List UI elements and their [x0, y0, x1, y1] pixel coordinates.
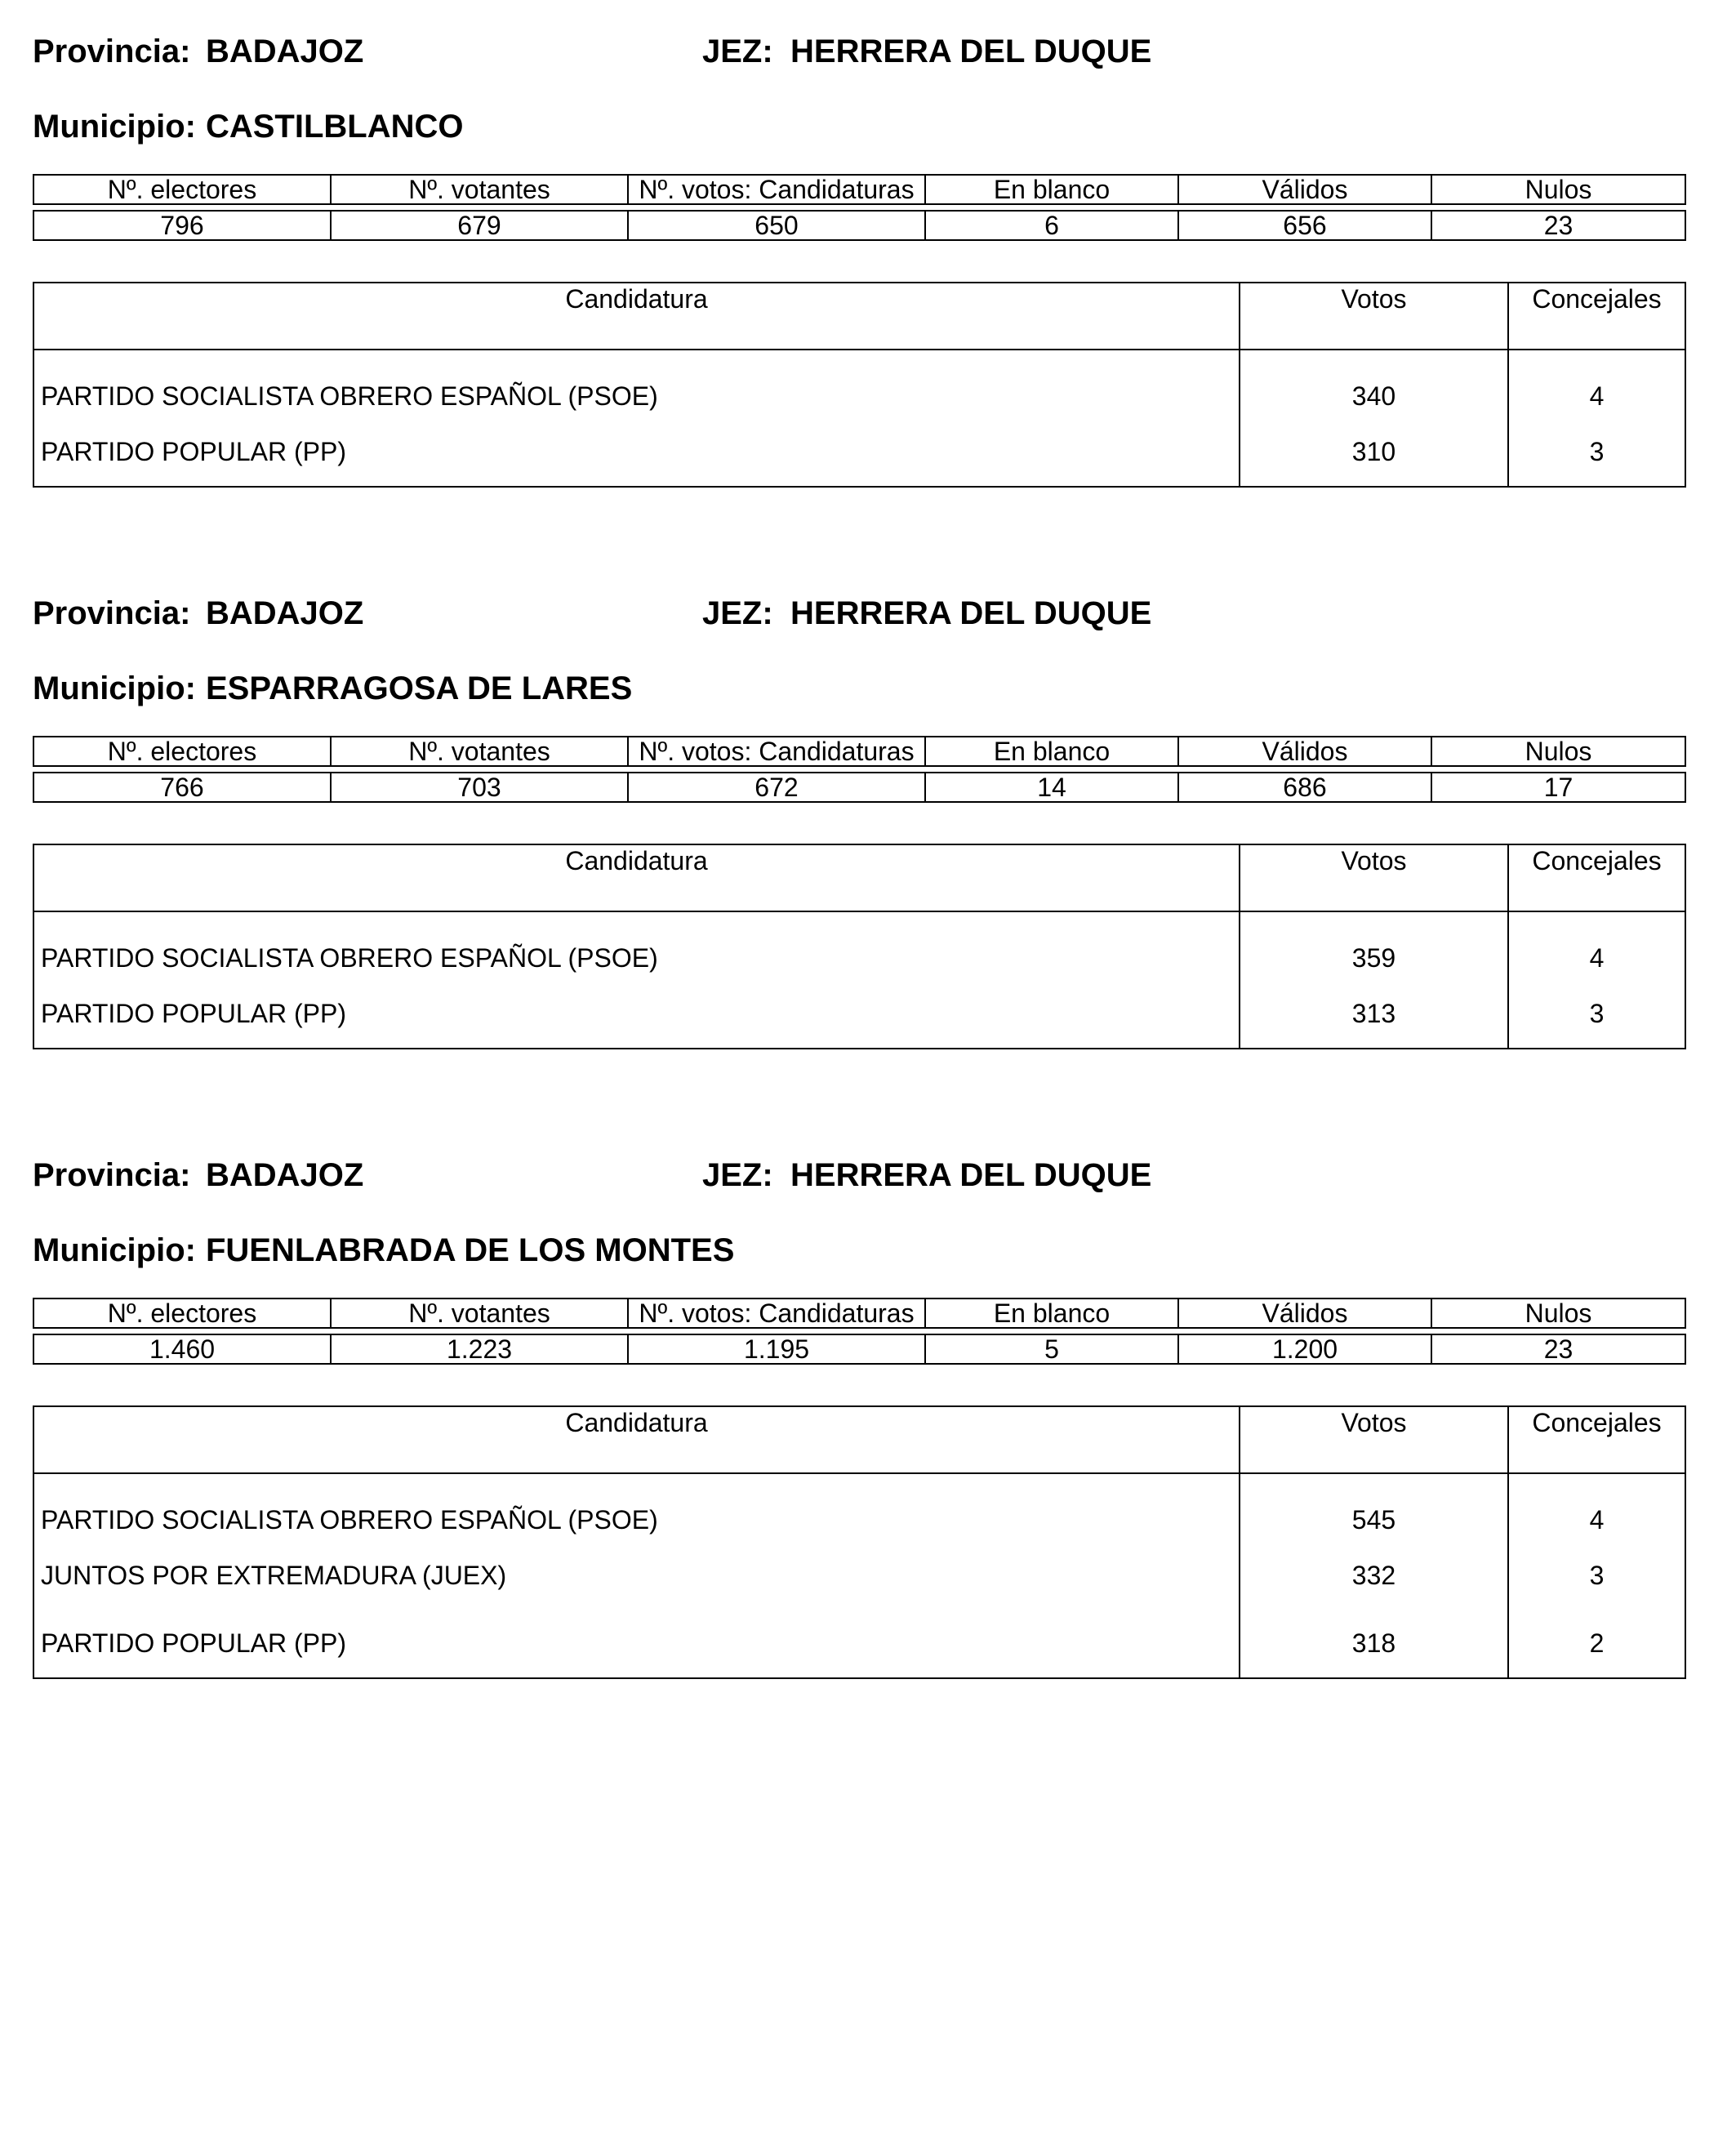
summary-values-row [33, 1334, 1685, 1364]
header-line [33, 1155, 1685, 1196]
candidatura-votos: 545 [1240, 1473, 1508, 1542]
header-electores: Nº. electores [33, 1298, 331, 1328]
candidatura-name: PARTIDO SOCIALISTA OBRERO ESPAÑOL (PSOE) [33, 1473, 1240, 1542]
header-concejales: Concejales [1508, 1406, 1685, 1473]
value-nulos: 17 [1431, 773, 1685, 802]
value-votos-candidaturas: 1.195 [628, 1334, 925, 1364]
candidatura-votos: 318 [1240, 1610, 1508, 1678]
jez-label: JEZ: [702, 33, 773, 69]
candidatura-votos: 310 [1240, 418, 1508, 487]
value-en-blanco: 14 [925, 773, 1178, 802]
header-candidatura: Candidatura [33, 1406, 1240, 1473]
value-electores: 1.460 [33, 1334, 331, 1364]
summary-table [33, 1298, 1686, 1365]
summary-header-row [33, 737, 1685, 766]
candidatura-concejales: 4 [1508, 350, 1685, 418]
value-nulos: 23 [1431, 211, 1685, 240]
value-votos-candidaturas: 672 [628, 773, 925, 802]
provincia-label: Provincia: [33, 1157, 191, 1193]
header-electores: Nº. electores [33, 175, 331, 204]
header-votantes: Nº. votantes [331, 1298, 628, 1328]
summary-table [33, 174, 1686, 241]
value-validos: 656 [1178, 211, 1431, 240]
header-nulos: Nulos [1431, 1298, 1685, 1328]
header-concejales: Concejales [1508, 283, 1685, 350]
value-votantes: 1.223 [331, 1334, 628, 1364]
header-validos: Válidos [1178, 1298, 1431, 1328]
jez-value: HERRERA DEL DUQUE [790, 595, 1152, 631]
header-validos: Válidos [1178, 175, 1431, 204]
jez-value: HERRERA DEL DUQUE [790, 1157, 1152, 1193]
header-votantes: Nº. votantes [331, 737, 628, 766]
candidaturas-table [33, 1405, 1686, 1679]
summary-spacer [33, 766, 1685, 773]
header-votos: Votos [1240, 844, 1508, 911]
summary-header-row [33, 175, 1685, 204]
jez-label: JEZ: [702, 595, 773, 631]
candidatura-name: PARTIDO POPULAR (PP) [33, 980, 1240, 1049]
provincia-value: BADAJOZ [206, 595, 364, 631]
jez-value: HERRERA DEL DUQUE [790, 33, 1152, 69]
summary-table [33, 736, 1686, 803]
table-row [33, 418, 1685, 487]
header-en-blanco: En blanco [925, 737, 1178, 766]
header-nulos: Nulos [1431, 737, 1685, 766]
header-en-blanco: En blanco [925, 1298, 1178, 1328]
candidatura-concejales: 2 [1508, 1610, 1685, 1678]
summary-header-row [33, 1298, 1685, 1328]
table-row [33, 1542, 1685, 1610]
summary-values-row [33, 773, 1685, 802]
header-candidatura: Candidatura [33, 283, 1240, 350]
provincia-value: BADAJOZ [206, 1157, 364, 1193]
header-line [33, 31, 1685, 72]
header-line [33, 593, 1685, 634]
value-votos-candidaturas: 650 [628, 211, 925, 240]
candidatura-name: PARTIDO POPULAR (PP) [33, 418, 1240, 487]
jez-label: JEZ: [702, 1157, 773, 1193]
provincia-label: Provincia: [33, 595, 191, 631]
candidatura-votos: 359 [1240, 911, 1508, 980]
value-nulos: 23 [1431, 1334, 1685, 1364]
summary-values-row [33, 211, 1685, 240]
candidatura-votos: 332 [1240, 1542, 1508, 1610]
table-row [33, 1610, 1685, 1678]
candidatura-votos: 340 [1240, 350, 1508, 418]
municipio-value: FUENLABRADA DE LOS MONTES [205, 1232, 735, 1268]
value-validos: 1.200 [1178, 1334, 1431, 1364]
candidatura-concejales: 3 [1508, 418, 1685, 487]
table-row [33, 1473, 1685, 1542]
header-votantes: Nº. votantes [331, 175, 628, 204]
candidatura-concejales: 4 [1508, 1473, 1685, 1542]
header-nulos: Nulos [1431, 175, 1685, 204]
value-electores: 796 [33, 211, 331, 240]
municipio-label: Municipio: [33, 1232, 196, 1268]
header-candidatura: Candidatura [33, 844, 1240, 911]
candidatura-name: JUNTOS POR EXTREMADURA (JUEX) [33, 1542, 1240, 1610]
value-validos: 686 [1178, 773, 1431, 802]
provincia-label: Provincia: [33, 33, 191, 69]
municipio-value: CASTILBLANCO [205, 109, 464, 145]
value-votantes: 679 [331, 211, 628, 240]
provincia-value: BADAJOZ [206, 33, 364, 69]
header-votos-candidaturas: Nº. votos: Candidaturas [628, 737, 925, 766]
candidatura-concejales: 3 [1508, 980, 1685, 1049]
municipio-label: Municipio: [33, 109, 196, 145]
table-row [33, 350, 1685, 418]
value-en-blanco: 6 [925, 211, 1178, 240]
header-votos: Votos [1240, 1406, 1508, 1473]
value-votantes: 703 [331, 773, 628, 802]
candidatura-name: PARTIDO SOCIALISTA OBRERO ESPAÑOL (PSOE) [33, 350, 1240, 418]
table-row [33, 980, 1685, 1049]
municipio-value: ESPARRAGOSA DE LARES [205, 670, 633, 706]
candidaturas-header-row [33, 1406, 1685, 1473]
candidatura-concejales: 3 [1508, 1542, 1685, 1610]
header-votos: Votos [1240, 283, 1508, 350]
candidatura-concejales: 4 [1508, 911, 1685, 980]
header-validos: Válidos [1178, 737, 1431, 766]
summary-spacer [33, 204, 1685, 211]
candidaturas-table [33, 282, 1686, 488]
header-votos-candidaturas: Nº. votos: Candidaturas [628, 175, 925, 204]
municipio-line [33, 1230, 734, 1271]
table-row [33, 911, 1685, 980]
candidaturas-table [33, 844, 1686, 1049]
candidaturas-header-row [33, 844, 1685, 911]
header-electores: Nº. electores [33, 737, 331, 766]
summary-spacer [33, 1328, 1685, 1334]
value-en-blanco: 5 [925, 1334, 1178, 1364]
candidatura-name: PARTIDO SOCIALISTA OBRERO ESPAÑOL (PSOE) [33, 911, 1240, 980]
header-votos-candidaturas: Nº. votos: Candidaturas [628, 1298, 925, 1328]
municipio-line [33, 106, 464, 147]
value-electores: 766 [33, 773, 331, 802]
candidaturas-header-row [33, 283, 1685, 350]
header-concejales: Concejales [1508, 844, 1685, 911]
municipio-line [33, 668, 632, 709]
candidatura-name: PARTIDO POPULAR (PP) [33, 1610, 1240, 1678]
header-en-blanco: En blanco [925, 175, 1178, 204]
municipio-label: Municipio: [33, 670, 196, 706]
candidatura-votos: 313 [1240, 980, 1508, 1049]
